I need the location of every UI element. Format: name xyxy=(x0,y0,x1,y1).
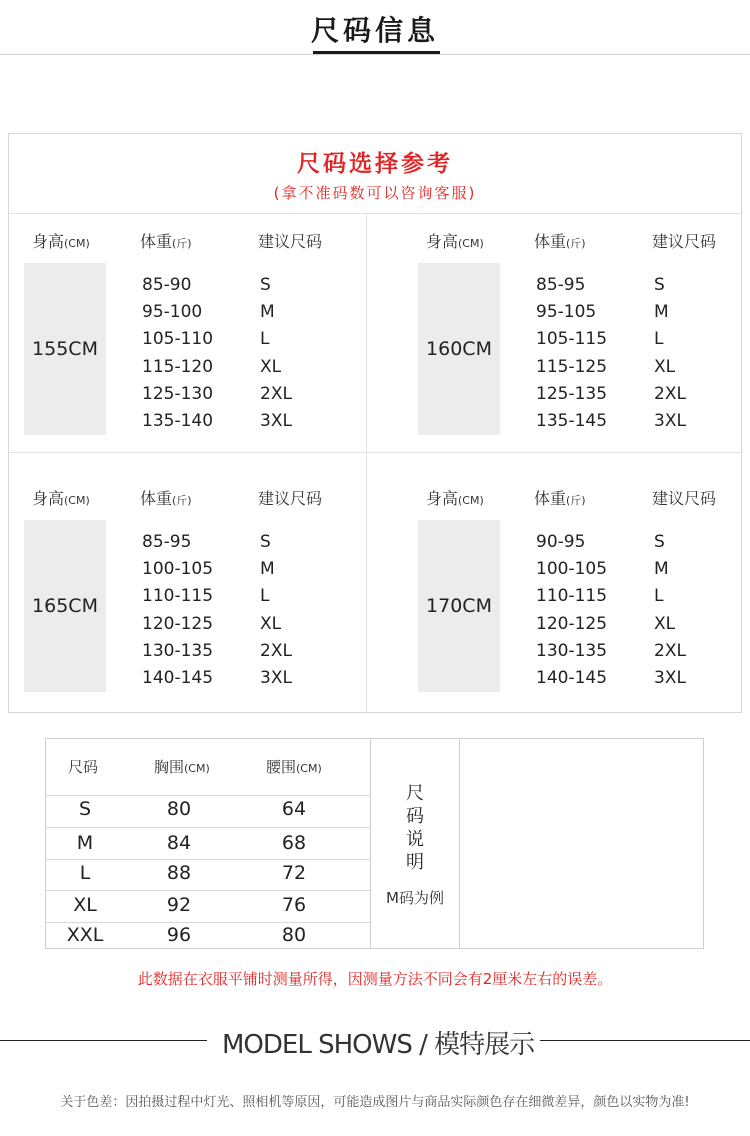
suggested-size: M xyxy=(260,559,275,579)
suggested-size: S xyxy=(260,532,271,552)
weight-range: 100-105 xyxy=(142,559,214,579)
height-value: 170CM xyxy=(426,595,492,617)
weight-range: 120-125 xyxy=(142,614,214,634)
table-row-line xyxy=(45,827,370,828)
suggested-size: M xyxy=(654,559,669,579)
suggested-size: 3XL xyxy=(260,668,292,688)
weight-range: 130-135 xyxy=(142,641,214,661)
column-header-weight: 体重(斤) xyxy=(534,489,586,508)
suggested-size: 3XL xyxy=(654,411,686,431)
suggested-size: L xyxy=(260,329,270,349)
weight-range: 110-115 xyxy=(142,586,214,606)
measurement-disclaimer: 此数据在衣服平铺时测量所得，因测量方法不同会有2厘米左右的误差。 xyxy=(137,970,613,988)
measure-header-waist: 腰围(CM) xyxy=(266,758,322,776)
title-underline xyxy=(313,51,440,54)
suggested-size: 2XL xyxy=(654,641,686,661)
suggested-size: S xyxy=(654,532,665,552)
column-header-weight: 体重(斤) xyxy=(534,232,586,251)
column-header-size: 建议尺码 xyxy=(258,232,323,251)
color-disclaimer: 关于色差：因拍摄过程中灯光、照相机等原因，可能造成图片与商品实际颜色存在细微差异，颜色以实物为准! xyxy=(60,1095,690,1110)
column-header-weight: 体重(斤) xyxy=(140,489,192,508)
table-row-line xyxy=(45,795,370,796)
height-block xyxy=(8,486,368,726)
table-row-line xyxy=(45,859,370,860)
size-note-char: 说 xyxy=(406,829,424,850)
height-value: 165CM xyxy=(32,595,98,617)
column-header-height: 身高(CM) xyxy=(32,489,90,508)
weight-range: 95-105 xyxy=(536,302,597,322)
suggested-size: L xyxy=(654,586,664,606)
column-header-weight: 体重(斤) xyxy=(140,232,192,251)
column-header-size: 建议尺码 xyxy=(652,489,717,508)
weight-range: 85-95 xyxy=(142,532,192,552)
measure-cell-size: L xyxy=(79,862,91,884)
suggested-size: 3XL xyxy=(654,668,686,688)
size-reference-title: 尺码选择参考 xyxy=(297,151,453,177)
size-reference-subtitle: (拿不准码数可以咨询客服) xyxy=(273,184,477,202)
suggested-size: 2XL xyxy=(260,384,292,404)
suggested-size: 2XL xyxy=(654,384,686,404)
weight-range: 85-95 xyxy=(536,275,586,295)
measure-cell-waist: 76 xyxy=(281,894,307,916)
column-header-height: 身高(CM) xyxy=(426,232,484,251)
measure-cell-chest: 88 xyxy=(166,862,192,884)
model-shows-line-left xyxy=(0,1040,207,1041)
weight-range: 135-145 xyxy=(536,411,608,431)
measure-cell-chest: 84 xyxy=(166,832,192,854)
weight-range: 85-90 xyxy=(142,275,192,295)
height-block xyxy=(8,229,368,469)
measure-header-size: 尺码 xyxy=(68,758,99,776)
measure-cell-chest: 80 xyxy=(166,798,192,820)
table-divider-right xyxy=(459,738,460,949)
weight-range: 135-140 xyxy=(142,411,214,431)
size-note-example: M码为例 xyxy=(386,889,444,907)
suggested-size: L xyxy=(654,329,664,349)
suggested-size: M xyxy=(260,302,275,322)
measure-cell-chest: 96 xyxy=(166,924,192,946)
page-title: 尺码信息 xyxy=(310,14,439,47)
suggested-size: L xyxy=(260,586,270,606)
measure-cell-size: M xyxy=(76,832,94,854)
table-row-line xyxy=(45,890,370,891)
suggested-size: S xyxy=(654,275,665,295)
weight-range: 115-120 xyxy=(142,357,214,377)
measure-cell-waist: 80 xyxy=(281,924,307,946)
measure-cell-waist: 64 xyxy=(281,798,307,820)
column-header-size: 建议尺码 xyxy=(258,489,323,508)
size-note-char: 码 xyxy=(406,806,424,827)
table-row-line xyxy=(45,922,370,923)
weight-range: 140-145 xyxy=(536,668,608,688)
suggested-size: XL xyxy=(654,357,676,377)
suggested-size: XL xyxy=(654,614,676,634)
weight-range: 90-95 xyxy=(536,532,586,552)
reference-header-divider xyxy=(8,213,742,214)
measure-cell-waist: 72 xyxy=(281,862,307,884)
suggested-size: XL xyxy=(260,614,282,634)
measure-header-chest: 胸围(CM) xyxy=(154,758,210,776)
title-divider xyxy=(0,54,750,55)
size-note-char: 尺 xyxy=(406,783,424,804)
model-shows-title: MODEL SHOWS / 模特展示 xyxy=(222,1030,535,1060)
suggested-size: 2XL xyxy=(260,641,292,661)
measure-cell-chest: 92 xyxy=(166,894,192,916)
height-value: 155CM xyxy=(32,338,98,360)
model-shows-line-right xyxy=(540,1040,750,1041)
weight-range: 140-145 xyxy=(142,668,214,688)
size-note-char: 明 xyxy=(406,852,424,873)
measure-cell-size: XL xyxy=(73,894,97,916)
column-header-size: 建议尺码 xyxy=(652,232,717,251)
weight-range: 110-115 xyxy=(536,586,608,606)
measure-cell-size: S xyxy=(78,798,92,820)
measure-cell-size: XXL xyxy=(66,924,104,946)
measure-cell-waist: 68 xyxy=(281,832,307,854)
column-header-height: 身高(CM) xyxy=(426,489,484,508)
weight-range: 115-125 xyxy=(536,357,608,377)
weight-range: 100-105 xyxy=(536,559,608,579)
weight-range: 125-135 xyxy=(536,384,608,404)
height-value: 160CM xyxy=(426,338,492,360)
column-header-height: 身高(CM) xyxy=(32,232,90,251)
weight-range: 125-130 xyxy=(142,384,214,404)
suggested-size: 3XL xyxy=(260,411,292,431)
weight-range: 105-115 xyxy=(536,329,608,349)
suggested-size: S xyxy=(260,275,271,295)
height-block xyxy=(402,486,750,726)
height-block xyxy=(402,229,750,469)
weight-range: 130-135 xyxy=(536,641,608,661)
suggested-size: XL xyxy=(260,357,282,377)
weight-range: 105-110 xyxy=(142,329,214,349)
weight-range: 95-100 xyxy=(142,302,203,322)
suggested-size: M xyxy=(654,302,669,322)
weight-range: 120-125 xyxy=(536,614,608,634)
